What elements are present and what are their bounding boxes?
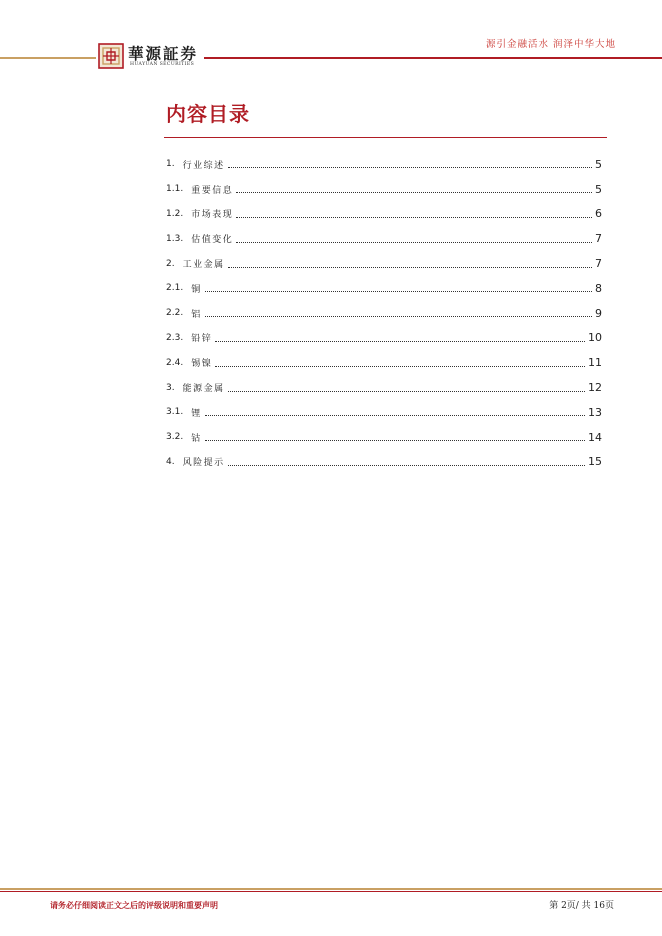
header-rule-gold xyxy=(0,57,96,59)
huayuan-seal-icon xyxy=(98,43,124,69)
toc-entry-label: 风险提示 xyxy=(182,458,225,469)
toc-list xyxy=(166,152,602,474)
toc-leader-dots xyxy=(205,414,585,416)
toc-entry-label: 估值变化 xyxy=(191,235,234,246)
toc-leader-dots xyxy=(228,464,585,466)
toc-entry-page: 15 xyxy=(588,455,602,469)
toc-entry-number: 2.3. xyxy=(166,332,184,343)
header-slogan: 源引金融活水 润泽中华大地 xyxy=(485,39,616,50)
page-number: 第 2页/ 共 16页 xyxy=(549,901,614,911)
toc-entry-label: 钴 xyxy=(191,433,202,444)
toc-entry[interactable] xyxy=(166,450,602,475)
toc-entry-page: 12 xyxy=(588,381,602,395)
footer-rule-red xyxy=(0,891,662,892)
toc-entry-label: 工业金属 xyxy=(182,260,225,271)
toc-entry[interactable] xyxy=(166,226,602,251)
toc-leader-dots xyxy=(228,390,585,392)
toc-entry-label: 铅锌 xyxy=(191,334,213,345)
toc-leader-dots xyxy=(236,241,592,243)
toc-entry[interactable] xyxy=(166,350,602,375)
footer-rule-gold xyxy=(0,888,662,890)
toc-entry-label: 锂 xyxy=(191,408,202,419)
toc-entry-label: 行业综述 xyxy=(182,160,225,171)
toc-entry-page: 13 xyxy=(588,405,602,419)
toc-entry-label: 铝 xyxy=(191,309,202,320)
toc-entry-page: 6 xyxy=(595,207,602,221)
toc-leader-dots xyxy=(236,191,592,193)
logo-english-name: HUAYUAN SECURITIES xyxy=(130,61,195,67)
toc-entry-number: 2.2. xyxy=(166,308,184,319)
toc-entry-page: 7 xyxy=(595,257,602,271)
toc-entry-page: 5 xyxy=(595,182,602,196)
toc-entry-page: 11 xyxy=(588,356,602,370)
toc-leader-dots xyxy=(205,290,592,292)
toc-entry-page: 14 xyxy=(588,430,602,444)
header-rule-red xyxy=(204,57,662,59)
toc-entry-number: 1.2. xyxy=(166,208,184,219)
toc-entry[interactable] xyxy=(166,152,602,177)
company-logo xyxy=(98,43,198,69)
toc-entry[interactable] xyxy=(166,326,602,351)
toc-entry-label: 重要信息 xyxy=(191,185,234,196)
toc-leader-dots xyxy=(228,166,592,168)
toc-entry-number: 2. xyxy=(166,258,175,269)
toc-entry[interactable] xyxy=(166,177,602,202)
toc-entry-number: 1.3. xyxy=(166,233,184,244)
toc-entry-label: 市场表现 xyxy=(191,210,234,221)
toc-entry-number: 1.1. xyxy=(166,184,184,195)
logo-chinese-name: 華源証券 xyxy=(128,43,199,63)
toc-entry-label: 铜 xyxy=(191,284,202,295)
toc-entry[interactable] xyxy=(166,375,602,400)
toc-entry-page: 5 xyxy=(595,157,602,171)
toc-entry-page: 7 xyxy=(595,232,602,246)
toc-entry[interactable] xyxy=(166,425,602,450)
toc-entry-number: 3. xyxy=(166,382,175,393)
footer-disclaimer: 请务必仔细阅读正文之后的评级说明和重要声明 xyxy=(50,901,218,910)
toc-entry-number: 4. xyxy=(166,456,175,467)
toc-title: 内容目录 xyxy=(166,102,250,126)
toc-leader-dots xyxy=(215,365,585,367)
toc-leader-dots xyxy=(228,266,592,268)
toc-leader-dots xyxy=(205,315,592,317)
toc-entry[interactable] xyxy=(166,400,602,425)
toc-entry-page: 10 xyxy=(588,331,602,345)
toc-title-rule xyxy=(164,137,607,138)
toc-entry-number: 3.1. xyxy=(166,407,184,418)
toc-entry-number: 2.1. xyxy=(166,283,184,294)
toc-entry-page: 8 xyxy=(595,281,602,295)
toc-leader-dots xyxy=(215,340,585,342)
toc-entry[interactable] xyxy=(166,301,602,326)
toc-leader-dots xyxy=(236,216,592,218)
toc-entry[interactable] xyxy=(166,202,602,227)
toc-entry-number: 3.2. xyxy=(166,432,184,443)
toc-entry[interactable] xyxy=(166,276,602,301)
toc-entry-label: 能源金属 xyxy=(182,384,225,395)
toc-entry[interactable] xyxy=(166,251,602,276)
toc-entry-page: 9 xyxy=(595,306,602,320)
toc-entry-label: 锡镍 xyxy=(191,359,213,370)
toc-entry-number: 1. xyxy=(166,159,175,170)
toc-leader-dots xyxy=(205,439,585,441)
toc-entry-number: 2.4. xyxy=(166,357,184,368)
